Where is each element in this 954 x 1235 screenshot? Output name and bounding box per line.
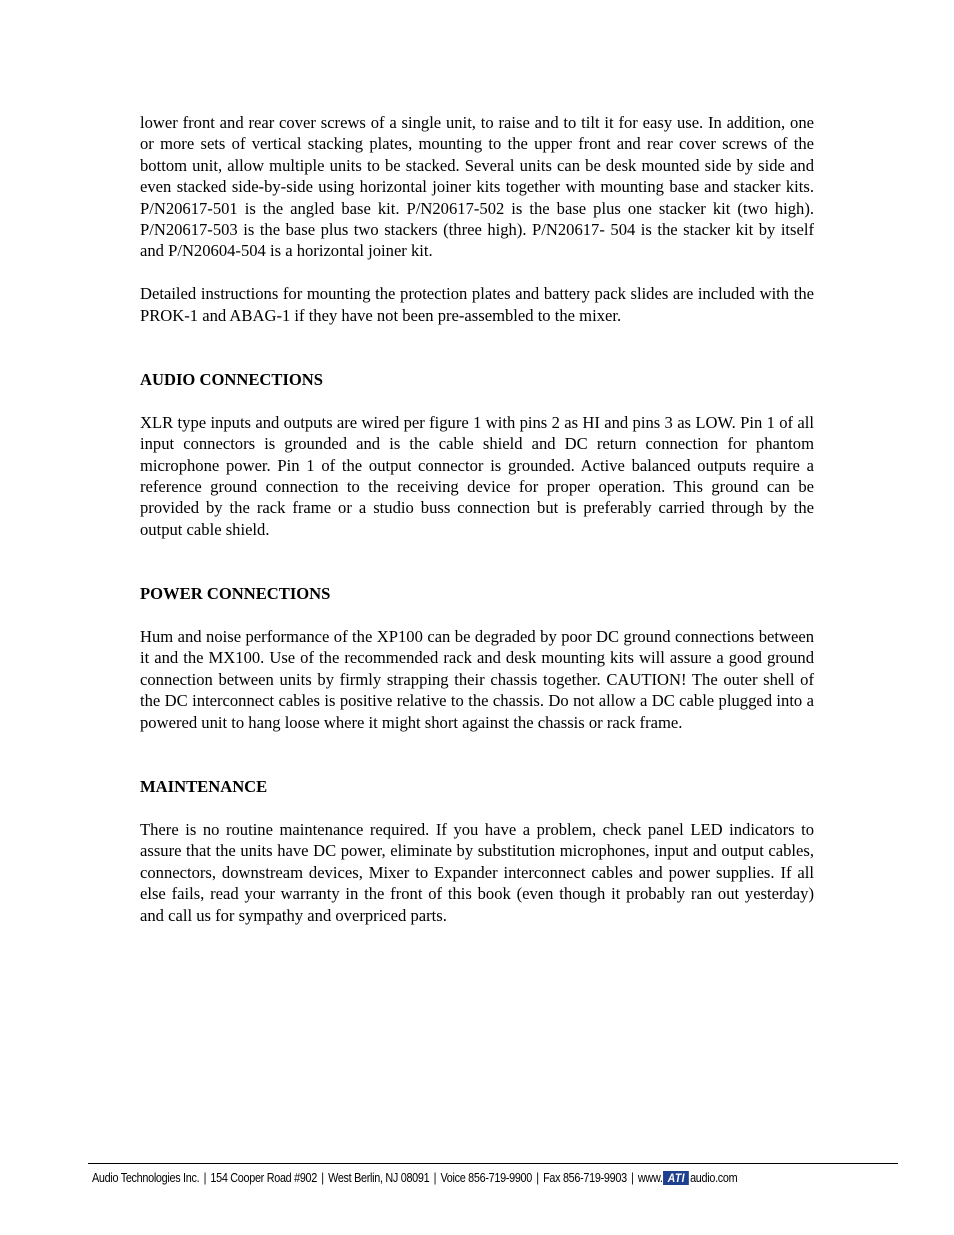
section-text-power-connections: Hum and noise performance of the XP100 can be degraded by poor DC ground connections between it and the MX100. Use of the recommended rack and desk mounting kits will assure a good ground connection between units by firmly strapping their chassis together. CAUTION! The outer shell of the DC interconnect cables is positive relative to the chassis. Do not allow a DC cable plugged into a powered unit to hang loose where it might short against the chassis or rack frame. bbox=[140, 627, 814, 732]
section-text-audio-connections: XLR type inputs and outputs are wired per figure 1 with pins 2 as HI and pins 3 as LOW. Pin 1 of all input connectors is grounded and is the cable shield and DC return connection for phantom microphone power. Pin 1 of the output connector is grounded. Active balanced outputs require a reference ground connection to the receiving device for proper operation. This ground can be provided by the rack frame or a studio buss connection but is preferably carried through by the output cable shield. bbox=[140, 412, 814, 539]
footer-company: Audio Technologies Inc. bbox=[92, 1171, 200, 1185]
footer-website-link[interactable] bbox=[638, 1171, 737, 1185]
footer-separator: | bbox=[203, 1171, 207, 1185]
footer-separator: | bbox=[536, 1171, 539, 1185]
section-text-maintenance: There is no routine maintenance required. If you have a problem, check panel LED indicators to assure that the units have DC power, eliminate by substitution microphones, input and output cables, connectors, downstream devices, Mixer to Expander interconnect cables and power supplies. If all else fails, read your warranty in the front of this book (even though it probably ran out yesterday) and call us for sympathy and overpriced parts. bbox=[140, 819, 814, 925]
intro-paragraph-1: lower front and rear cover screws of a single unit, to raise and to tilt it for easy use. In addition, one or more sets of vertical stacking plates, mounting to the upper front and rear cover screws of the bottom unit, allow multiple units to be stacked. Several units can be desk mounted side by side and even stacked side-by-side using horizontal joiner kits together with mounting base and stacker kits. P/N20617-501 is the angled base kit. P/N20617-502 is the base plus one stacker kit (two high). P/N20617-503 is the base plus two stackers (three high). P/N20617- 504 is the stacker kit by itself and P/N20604-504 is a horizontal joiner kit. bbox=[140, 113, 814, 261]
footer-city: West Berlin, NJ 08091 bbox=[328, 1171, 430, 1185]
footer-divider bbox=[88, 1163, 898, 1164]
footer-web-suffix: audio.com bbox=[690, 1171, 738, 1185]
section-heading-power-connections: POWER CONNECTIONS bbox=[140, 584, 331, 604]
section-heading-maintenance: MAINTENANCE bbox=[140, 777, 268, 797]
footer-fax: Fax 856-719-9903 bbox=[543, 1171, 627, 1185]
footer-separator: | bbox=[433, 1171, 437, 1185]
section-heading-audio-connections: AUDIO CONNECTIONS bbox=[140, 370, 324, 390]
intro-paragraph-2: Detailed instructions for mounting the protection plates and battery pack slides are included with the PROK-1 and ABAG-1 if they have not been pre-assembled to the mixer. bbox=[140, 284, 814, 325]
ati-logo: ATI bbox=[663, 1171, 689, 1185]
footer-voice: Voice 856-719-9900 bbox=[440, 1171, 532, 1185]
footer-address: 154 Cooper Road #902 bbox=[210, 1171, 317, 1185]
document-body bbox=[140, 112, 814, 926]
page-footer bbox=[92, 1169, 789, 1187]
footer-separator: | bbox=[321, 1171, 324, 1185]
footer-web-prefix: www. bbox=[637, 1171, 663, 1185]
footer-separator: | bbox=[631, 1171, 634, 1185]
